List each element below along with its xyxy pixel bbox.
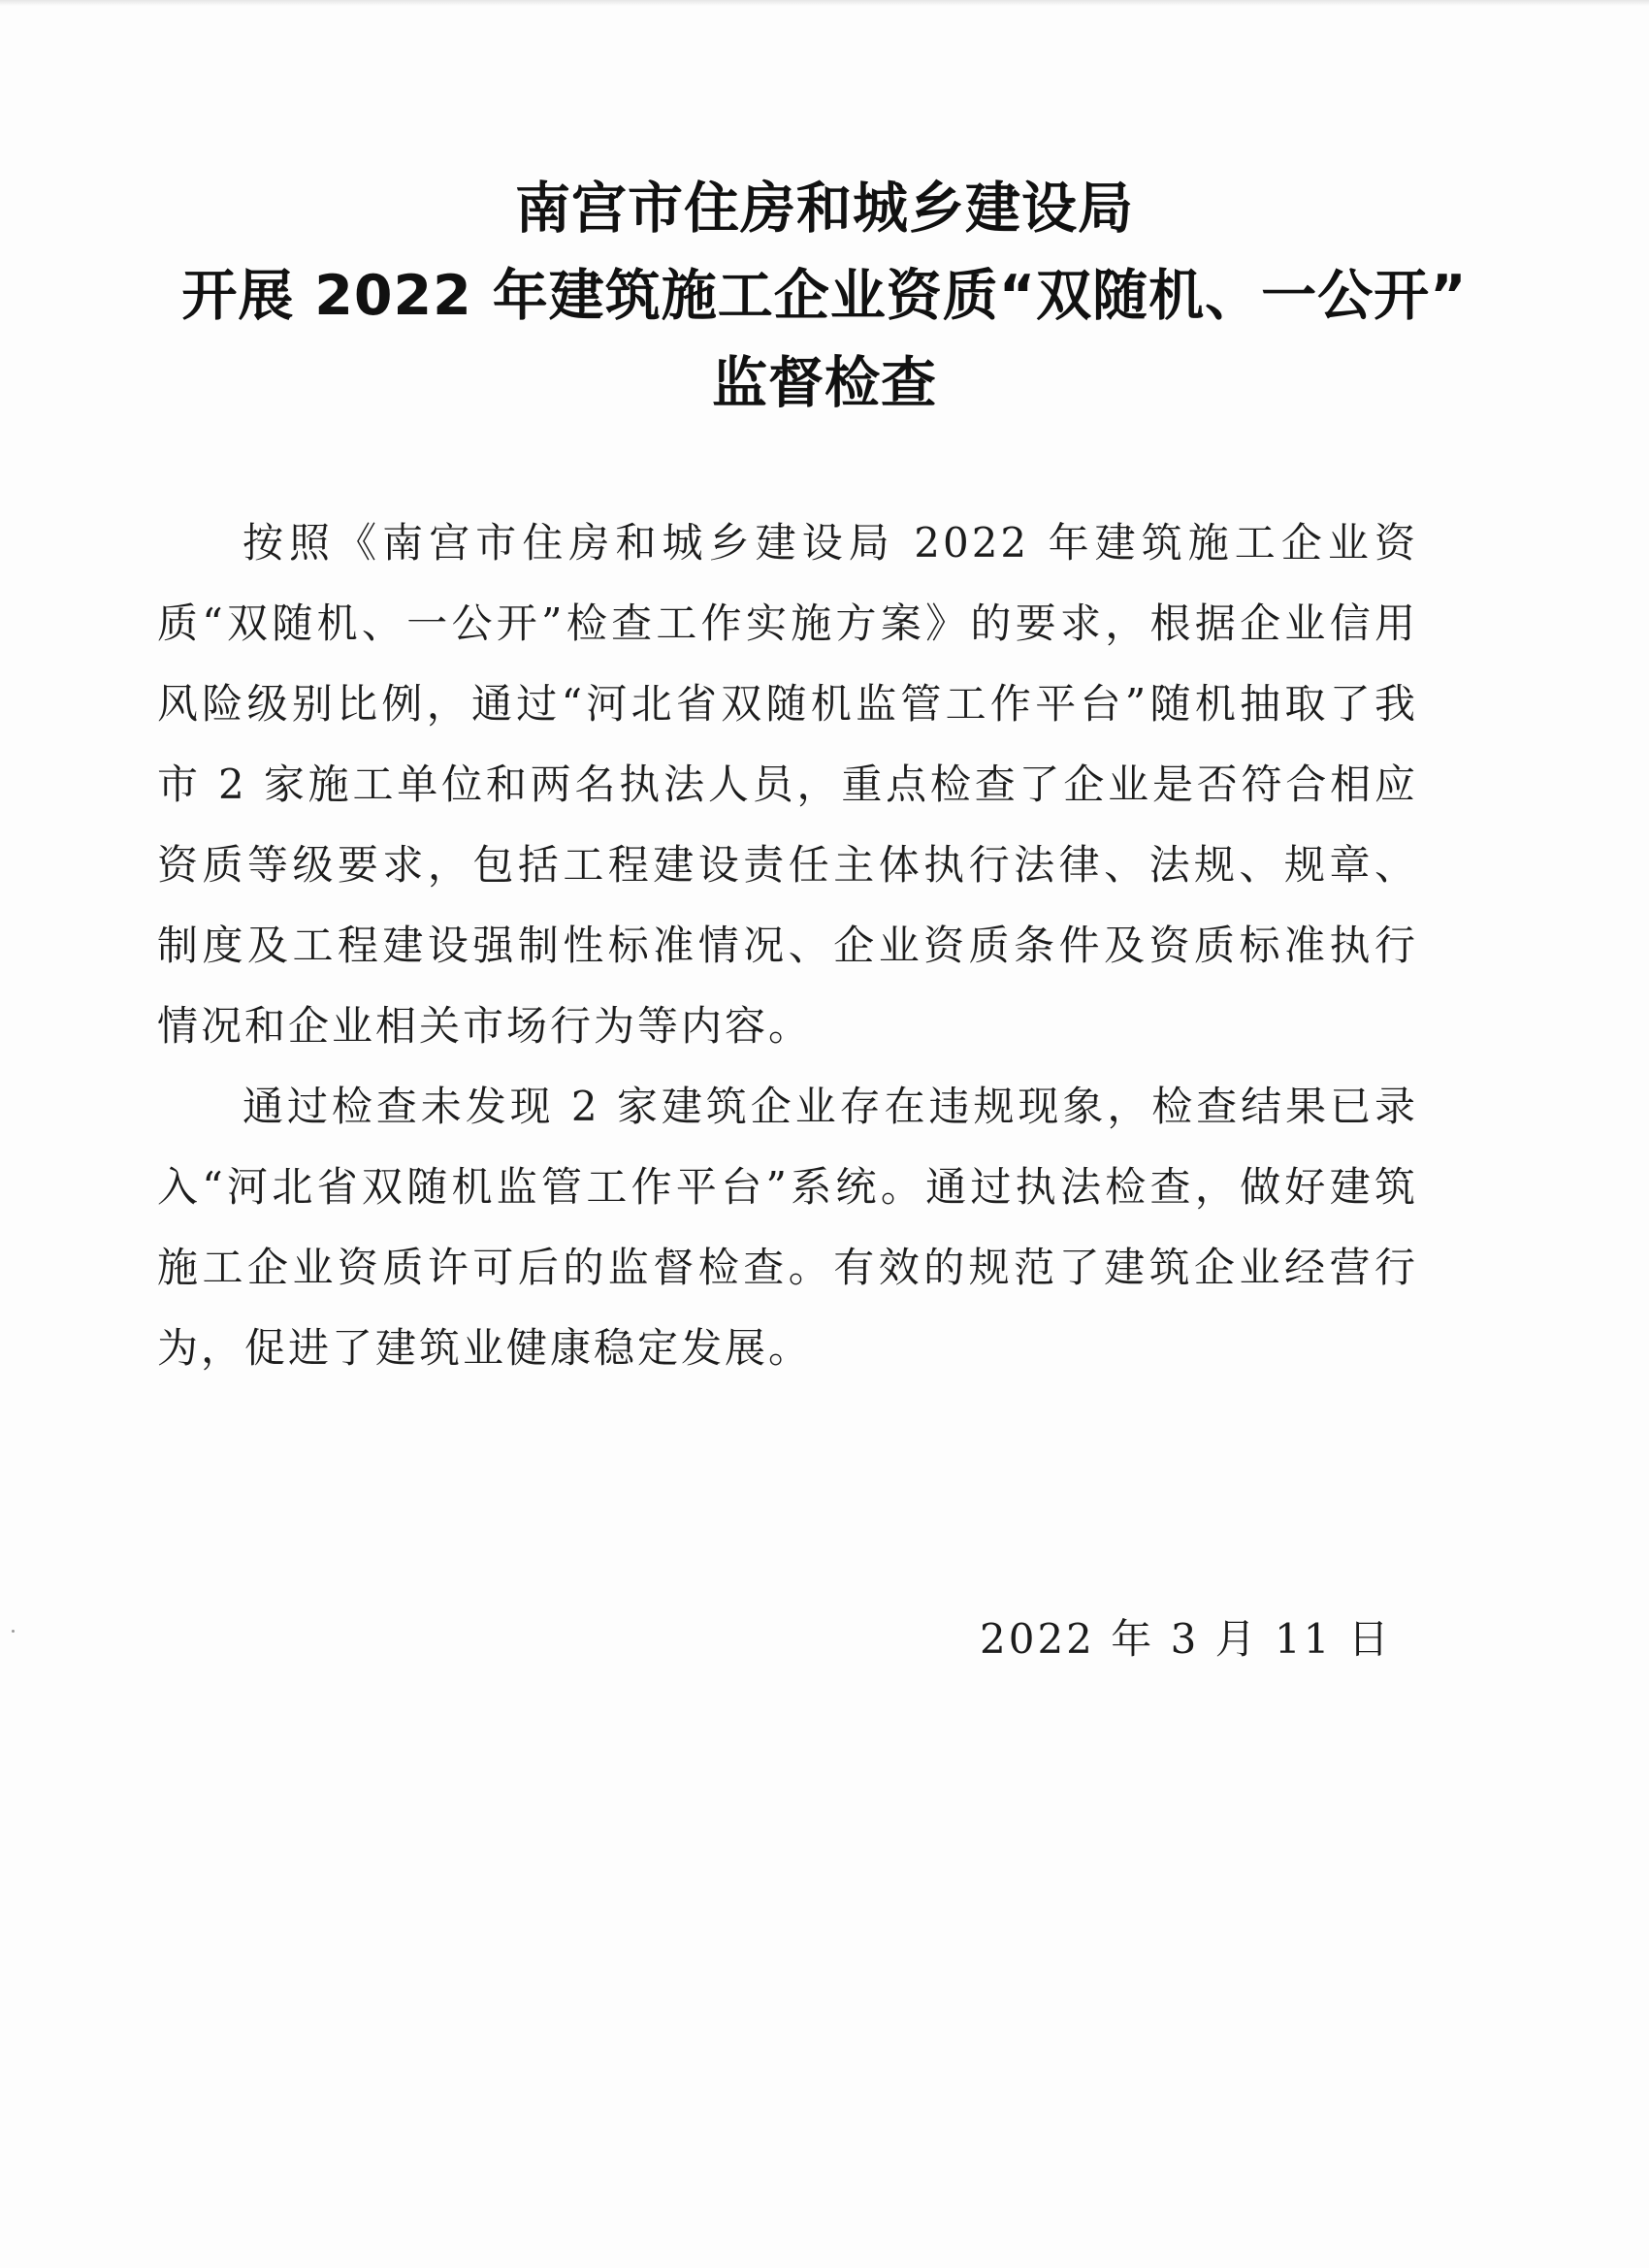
title-line-3: 监督检查	[712, 351, 937, 415]
document-title	[0, 165, 1649, 427]
scan-speck	[12, 1630, 15, 1633]
scan-edge-shadow	[0, 0, 1649, 6]
document-body	[157, 502, 1418, 1388]
title-line-1: 南宫市住房和城乡建设局	[515, 177, 1134, 241]
body-paragraph-2: 通过检查未发现 2 家建筑企业存在违规现象，检查结果已录入“河北省双随机监管工作平台”系统。通过执法检查，做好建筑施工企业资质许可后的监督检查。有效的规范了建筑企业经营行为，促进了建筑业健康稳定发展。	[157, 1083, 1418, 1372]
body-paragraph-1: 按照《南宫市住房和城乡建设局 2022 年建筑施工企业资质“双随机、一公开”检查工作实施方案》的要求，根据企业信用风险级别比例，通过“河北省双随机监管工作平台”随机抽取了我市 2 家施工单位和两名执法人员，重点检查了企业是否符合相应资质等级要求，包括工程建设责任主体执行法律、法规、规章、制度及工程建设强制性标准情况、企业资质条件及资质标准执行情况和企业相关市场行为等内容。	[157, 519, 1418, 1050]
document-date: 2022 年 3 月 11 日	[980, 1615, 1392, 1663]
title-line-2: 开展 2022 年建筑施工企业资质“双随机、一公开”	[181, 264, 1468, 328]
